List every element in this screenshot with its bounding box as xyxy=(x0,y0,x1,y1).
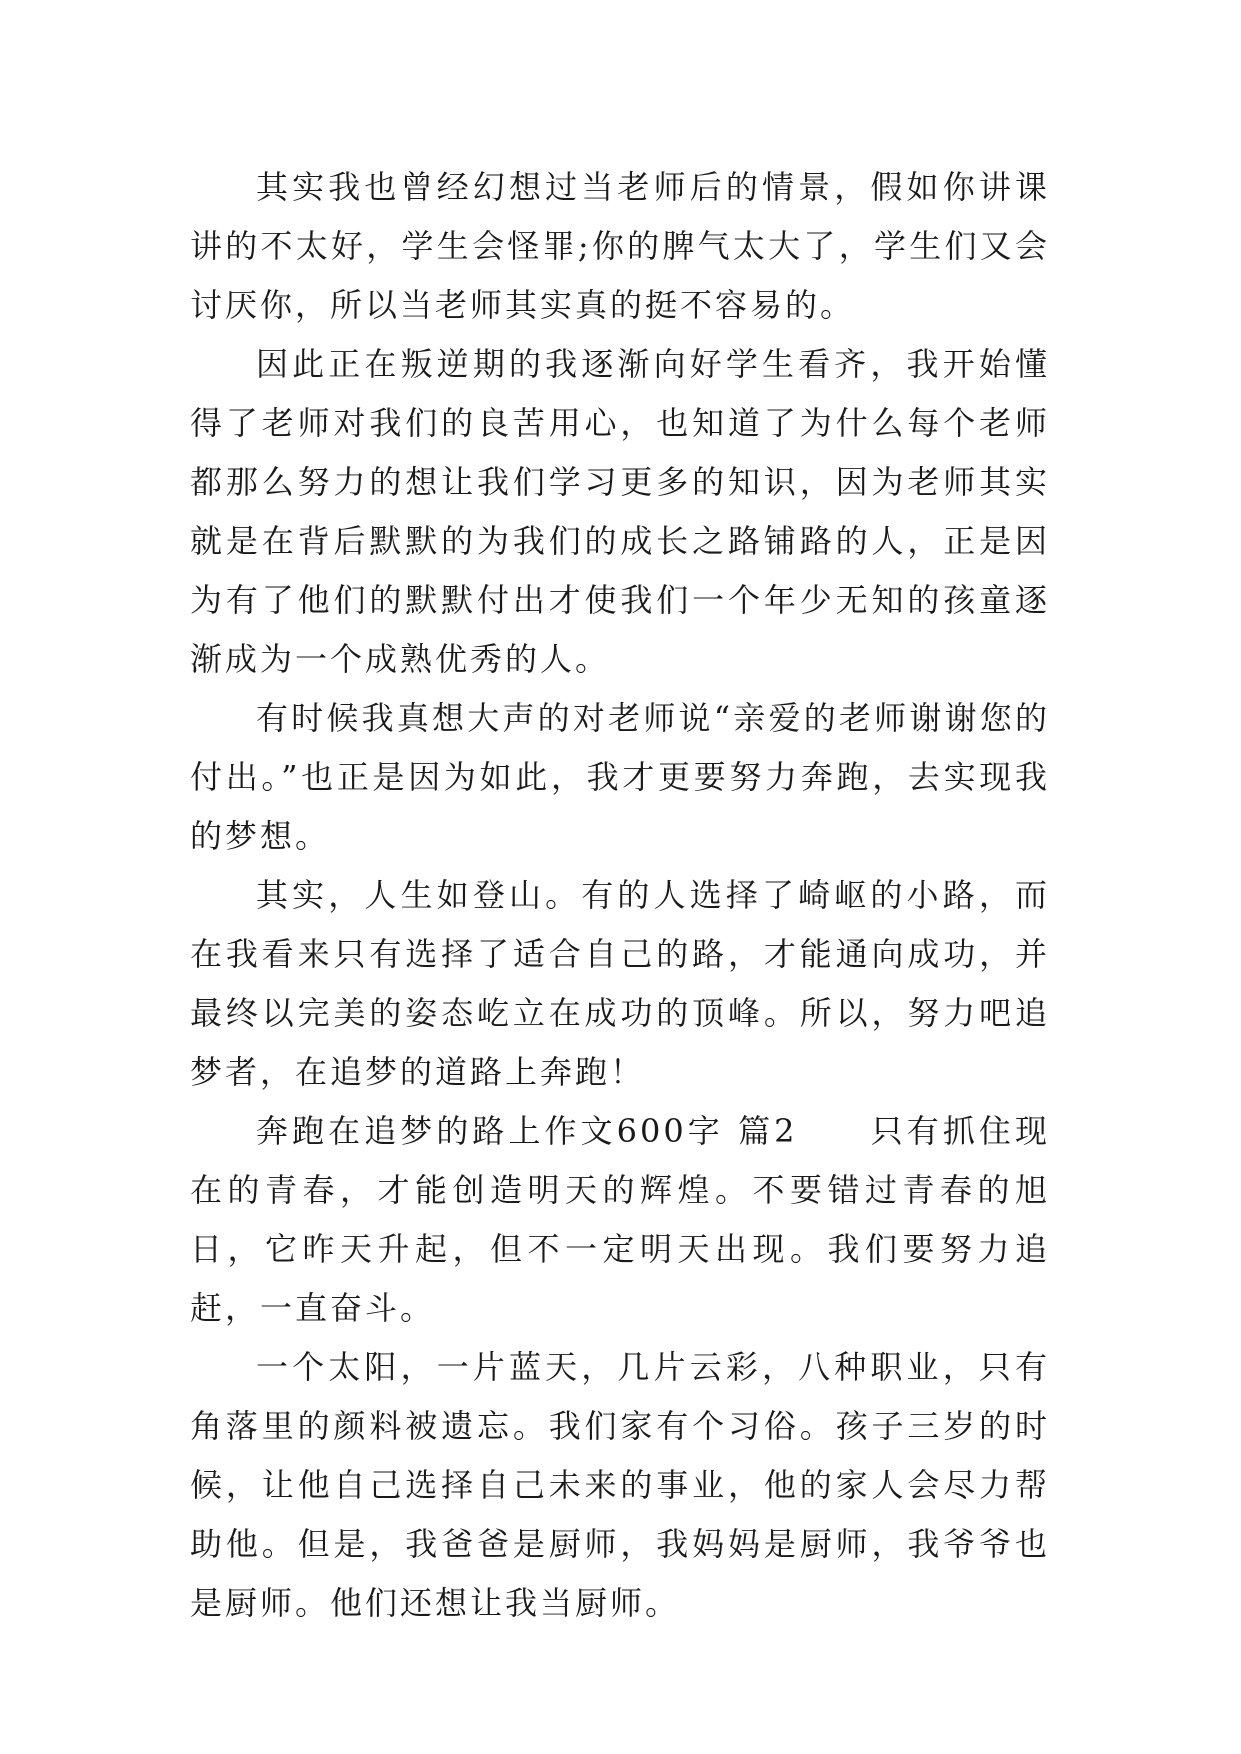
paragraph-essay-2-intro: 奔跑在追梦的路上作文600字 篇2 只有抓住现在的青春，才能创造明天的辉煌。不要错过青春的旭日，它昨天升起，但不一定明天出现。我们要努力追赶，一直奋斗。 xyxy=(190,1112,1050,1327)
paragraph-life-mountain: 其实，人生如登山。有的人选择了崎岖的小路，而在我看来只有选择了适合自己的路，才能通向成功，并最终以完美的姿态屹立在成功的顶峰。所以，努力吧追梦者，在追梦的道路上奔跑！ xyxy=(190,876,1050,1091)
document-body xyxy=(190,158,1050,1633)
paragraph-rebellious-period: 因此正在叛逆期的我逐渐向好学生看齐，我开始懂得了老师对我们的良苦用心，也知道了为什么每个老师都那么努力的想让我们学习更多的知识，因为老师其实就是在背后默默的为我们的成长之路铺路的人，正是因为有了他们的默默付出才使我们一个年少无知的孩童逐渐成为一个成熟优秀的人。 xyxy=(190,345,1050,678)
paragraph-family-custom: 一个太阳，一片蓝天，几片云彩，八种职业，只有角落里的颜料被遗忘。我们家有个习俗。孩子三岁的时候，让他自己选择自己未来的事业，他的家人会尽力帮助他。但是，我爸爸是厨师，我妈妈是厨师，我爷爷也是厨师。他们还想让我当厨师。 xyxy=(190,1348,1050,1622)
paragraph-thank-teacher: 有时候我真想大声的对老师说“亲爱的老师谢谢您的付出。”也正是因为如此，我才更要努力奔跑，去实现我的梦想。 xyxy=(190,699,1050,855)
paragraph-teacher-imagination: 其实我也曾经幻想过当老师后的情景，假如你讲课讲的不太好，学生会怪罪;你的脾气太大了，学生们又会讨厌你，所以当老师其实真的挺不容易的。 xyxy=(190,168,1050,324)
